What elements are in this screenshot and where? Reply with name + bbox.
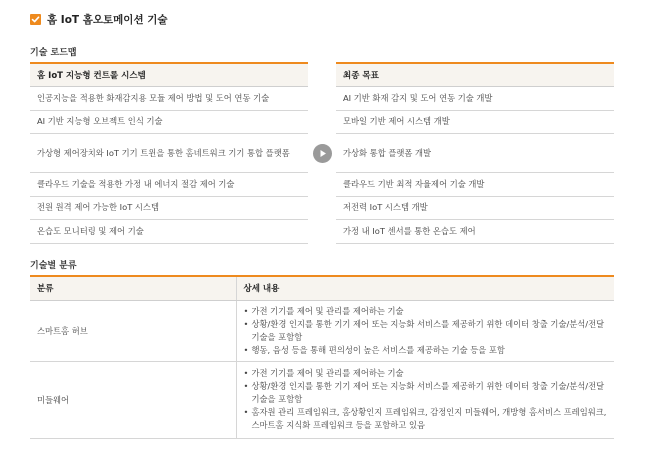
roadmap-right-row: 가상화 통합 플랫폼 개발 <box>336 134 614 173</box>
roadmap-left-column <box>30 62 308 244</box>
page-title-row <box>30 12 168 27</box>
roadmap-right-row: AI 기반 화재 감지 및 도어 연동 기술 개발 <box>336 87 614 111</box>
roadmap-left-row: 가상형 제어장치와 IoT 기기 트윈을 통한 홈네트워크 기기 통합 플랫폼 <box>30 134 308 173</box>
table-row <box>30 361 614 438</box>
play-circle-icon <box>313 144 332 163</box>
detail-item: • 홈자원 관리 프레임워크, 홈상황인지 프레임워크, 감정인지 미들웨어, 개방형 홈서비스 프레임워크, 스마트홈 지식화 프레임워크 등을 포함하고 있음 <box>243 407 607 430</box>
roadmap-section-title: 기술 로드맵 <box>30 48 77 58</box>
roadmap-table <box>30 62 614 242</box>
roadmap-left-row: 전원 원격 제어 가능한 IoT 시스템 <box>30 197 308 221</box>
checkbox-icon <box>30 14 41 25</box>
roadmap-right-row: 모바일 기반 제어 시스템 개발 <box>336 111 614 135</box>
detail-item: • 상황/환경 인지를 통한 기기 제어 또는 지능화 서비스를 제공하기 위한 데이터 창출 기술/분석/전달 기술을 포함함 <box>243 381 605 404</box>
detail-item: • 행동, 음성 등을 통해 편의성이 높은 서비스를 제공하는 기술 등을 포함 <box>243 344 505 355</box>
details-cell <box>236 300 614 361</box>
roadmap-right-header: 최종 목표 <box>336 62 614 87</box>
page-title: 홈 IoT 홈오토메이션 기술 <box>47 14 168 26</box>
classification-table <box>30 275 614 439</box>
roadmap-left-row: 인공지능을 적용한 화재감지용 모듈 제어 방법 및 도어 연동 기술 <box>30 87 308 111</box>
roadmap-right-row: 가정 내 IoT 센서를 통한 온습도 제어 <box>336 220 614 244</box>
detail-item: • 상황/환경 인지를 통한 기기 제어 또는 지능화 서비스를 제공하기 위한 데이터 창출 기술/분석/전달 기술을 포함함 <box>243 318 605 342</box>
roadmap-right-column <box>336 62 614 244</box>
column-header-details: 상세 내용 <box>236 276 614 300</box>
column-header-category: 분류 <box>30 276 236 300</box>
details-cell <box>236 361 614 438</box>
classification-section-title: 기술별 분류 <box>30 261 77 271</box>
detail-item: • 가전 기기를 제어 및 관리를 제어하는 기술 <box>243 368 404 378</box>
roadmap-left-header: 홈 IoT 지능형 컨트롤 시스템 <box>30 62 308 87</box>
roadmap-left-row: 클라우드 기술을 적용한 가정 내 에너지 절감 제어 기술 <box>30 173 308 197</box>
category-cell: 미들웨어 <box>30 361 236 438</box>
category-cell: 스마트홈 허브 <box>30 300 236 361</box>
roadmap-left-row: AI 기반 지능형 오브젝트 인식 기술 <box>30 111 308 135</box>
roadmap-right-row: 클라우드 기반 최적 자율제어 기술 개발 <box>336 173 614 197</box>
detail-item: • 가전 기기를 제어 및 관리를 제어하는 기술 <box>243 305 404 316</box>
roadmap-right-row: 저전력 IoT 시스템 개발 <box>336 197 614 221</box>
roadmap-left-row: 온습도 모니터링 및 제어 기술 <box>30 220 308 244</box>
table-row <box>30 300 614 361</box>
